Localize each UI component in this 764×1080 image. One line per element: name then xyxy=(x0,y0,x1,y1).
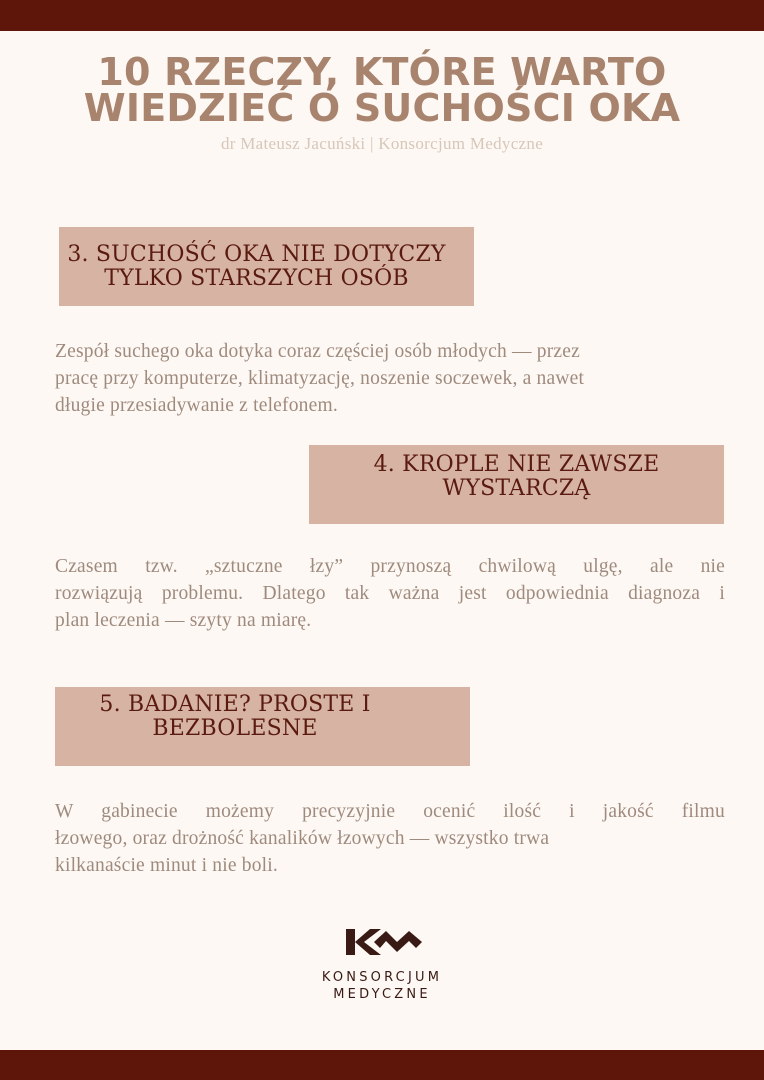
section-3-heading-line-2: TYLKO STARSZYCH OSÓB xyxy=(104,266,409,291)
section-4-heading-line-2: WYSTARCZĄ xyxy=(442,476,591,501)
section-3-paragraph xyxy=(55,338,725,419)
paragraph-line: W gabinecie możemy precyzyjnie ocenić ilość i jakość filmu xyxy=(55,801,725,822)
section-3-heading-box xyxy=(59,227,474,306)
logo-text-line-2: MEDYCZNE xyxy=(333,987,431,1002)
paragraph-line: Zespół suchego oka dotyka coraz częściej osób młodych — przez xyxy=(55,341,580,362)
section-5-heading-line-2: BEZBOLESNE xyxy=(152,716,318,741)
section-3-heading-line-1: 3. SUCHOŚĆ OKA NIE DOTYCZY xyxy=(67,242,446,267)
km-logo-icon xyxy=(340,925,424,961)
paragraph-line: plan leczenia — szyty na miarę. xyxy=(55,610,312,631)
paragraph-line: kilkanaście minut i nie boli. xyxy=(55,855,278,876)
title-line-1: 10 RZECZY, KTÓRE WARTO xyxy=(97,50,667,94)
paragraph-line: rozwiązują problemu. Dlatego tak ważna jest odpowiednia diagnoza i xyxy=(55,583,725,604)
logo-text-line-1: KONSORCJUM xyxy=(321,970,443,985)
paragraph-line: długie przesiadywanie z telefonem. xyxy=(55,395,338,416)
title-line-2: WIEDZIEĆ O SUCHOŚCI OKA xyxy=(83,86,681,130)
logo-wordmark xyxy=(282,969,482,1003)
section-5-paragraph xyxy=(55,798,725,879)
section-5-heading-line-1: 5. BADANIE? PROSTE I xyxy=(99,692,371,717)
paragraph-line: Czasem tzw. „sztuczne łzy” przynoszą chwilową ulgę, ale nie xyxy=(55,556,725,577)
bottom-band xyxy=(0,1050,764,1080)
section-4-heading-line-1: 4. KROPLE NIE ZAWSZE xyxy=(373,452,660,477)
konsorcjum-logo xyxy=(282,925,482,1003)
paragraph-line: łzowego, oraz drożność kanalików łzowych — wszystko trwa xyxy=(55,828,550,849)
page-title xyxy=(20,50,744,130)
paragraph-line: pracę przy komputerze, klimatyzację, noszenie soczewek, a nawet xyxy=(55,368,585,389)
section-4-paragraph xyxy=(55,553,725,634)
section-4-heading-box xyxy=(309,445,724,524)
top-band xyxy=(0,0,764,31)
author-subtitle: dr Mateusz Jacuński | Konsorcjum Medyczne xyxy=(220,134,544,153)
section-5-heading-box xyxy=(55,687,470,766)
